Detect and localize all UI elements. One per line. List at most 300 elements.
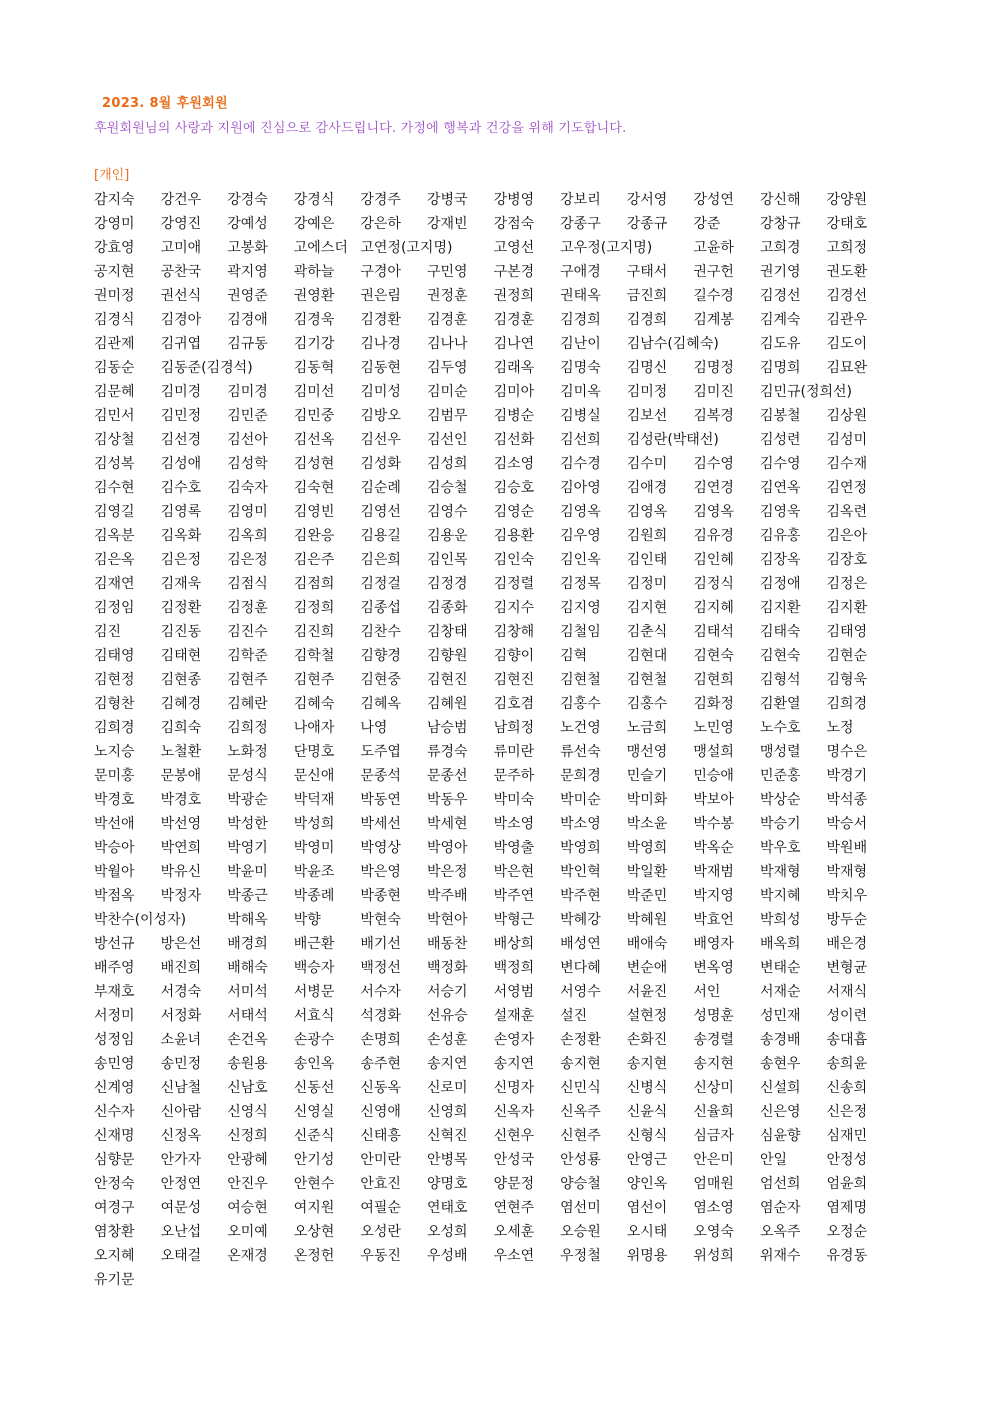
member-name: 김지환 [759,600,801,616]
member-name: 고영선 [493,240,535,256]
member-name: 권구헌 [693,264,734,280]
name-row [94,811,894,835]
member-name: 박원배 [826,840,868,856]
section-label: [개인] [94,168,130,183]
member-name: 김민준 [227,408,268,424]
member-name: 김선인 [426,432,468,448]
member-name: 김화정 [693,696,734,712]
member-name: 박경기 [826,768,868,784]
member-name: 김경훈 [426,312,468,328]
member-name: 김혜옥 [360,696,401,712]
member-name: 송민영 [94,1056,135,1072]
member-name: 강양원 [826,192,868,208]
member-name: 박승서 [826,816,868,832]
member-name: 김성란(박태선) [626,432,719,448]
member-name: 배동찬 [426,936,468,952]
member-name: 고우정(고지명) [560,240,653,256]
member-name: 서인 [693,984,721,1000]
member-name: 양명호 [426,1176,468,1192]
member-name: 명수은 [826,744,868,760]
member-name: 손성훈 [426,1032,468,1048]
member-name: 박옥순 [693,840,734,856]
member-name: 길수경 [693,288,734,304]
member-name: 김영수 [426,504,468,520]
member-name: 심향문 [94,1152,135,1168]
member-name: 위성희 [693,1248,734,1264]
member-name: 김영순 [493,504,535,520]
member-name: 김희정 [227,720,268,736]
member-name: 서영수 [560,984,601,1000]
member-name: 김관우 [826,312,868,328]
member-name: 김선우 [360,432,401,448]
member-name: 안기성 [293,1152,335,1168]
member-name: 박현아 [426,912,468,928]
member-name: 변형균 [826,960,868,976]
member-name: 안은미 [693,1152,734,1168]
name-row [94,931,894,955]
member-name: 노금희 [626,720,668,736]
member-name: 백정화 [426,960,468,976]
member-name: 서재순 [759,984,801,1000]
member-name: 김우영 [560,528,601,544]
member-name: 김현철 [560,672,601,688]
member-name: 강영미 [94,216,135,232]
member-name: 공찬국 [160,264,202,280]
member-name: 박윤미 [227,864,268,880]
member-name: 오상현 [293,1224,335,1240]
member-name: 김호겸 [493,696,535,712]
name-row [94,619,894,643]
member-name: 김혜경 [160,696,202,712]
member-name: 온정헌 [293,1248,335,1264]
member-name: 설재훈 [493,1008,535,1024]
member-name: 송희윤 [826,1056,868,1072]
name-row [94,667,894,691]
member-name: 김학준 [227,648,268,664]
member-name: 유경동 [826,1248,868,1264]
member-name: 김춘식 [626,624,668,640]
member-name: 박혜강 [560,912,601,928]
member-name: 김봉철 [759,408,801,424]
name-row [94,859,894,883]
member-name: 박덕재 [293,792,335,808]
member-name: 김경희 [560,312,601,328]
member-name: 김동준(김경석) [160,360,253,376]
member-name: 강성연 [693,192,734,208]
member-name: 박승기 [759,816,801,832]
member-name: 강경주 [360,192,401,208]
member-name: 방은선 [160,936,202,952]
member-name: 서효식 [293,1008,335,1024]
member-name: 김귀엽 [160,336,202,352]
member-name: 문신애 [293,768,335,784]
name-row [94,427,894,451]
member-name: 박효언 [693,912,734,928]
member-name: 김영미 [227,504,268,520]
member-name: 김재연 [94,576,135,592]
member-name: 노화정 [227,744,268,760]
member-name: 염창환 [94,1224,135,1240]
member-name: 김민서 [94,408,135,424]
member-name: 김순례 [360,480,401,496]
name-row [94,475,894,499]
member-name: 김연정 [826,480,868,496]
member-name: 김현순 [826,648,868,664]
member-name: 박영기 [227,840,268,856]
member-name: 김옥분 [94,528,135,544]
member-name: 김은희 [360,552,401,568]
member-name: 신현주 [560,1128,601,1144]
member-name: 박경호 [94,792,135,808]
name-row [94,595,894,619]
member-name: 김상철 [94,432,135,448]
member-name: 김재욱 [160,576,202,592]
name-row [94,907,894,931]
name-row [94,1171,894,1195]
member-name: 온재경 [227,1248,268,1264]
member-name: 박수봉 [693,816,734,832]
member-name: 신영애 [360,1104,401,1120]
member-name: 김형찬 [94,696,135,712]
member-name: 문종석 [360,768,401,784]
member-name: 김나나 [426,336,468,352]
member-name: 손정환 [560,1032,601,1048]
member-name: 박광순 [227,792,268,808]
member-name: 김기강 [293,336,335,352]
member-name: 강종구 [560,216,601,232]
member-name: 박미화 [626,792,668,808]
member-name: 서승기 [426,984,468,1000]
member-name: 박소윤 [626,816,668,832]
member-name: 김승호 [493,480,535,496]
member-name: 신혁진 [426,1128,468,1144]
member-name: 박은영 [360,864,401,880]
member-name: 위명용 [626,1248,668,1264]
member-name: 박점옥 [94,888,135,904]
member-name: 김지영 [560,600,601,616]
member-name: 성민재 [759,1008,801,1024]
member-name: 문희경 [560,768,601,784]
member-name: 고미애 [160,240,202,256]
name-row [94,643,894,667]
name-row [94,547,894,571]
name-row [94,331,894,355]
member-name: 박경호 [160,792,202,808]
member-name: 배해숙 [227,960,268,976]
member-name: 강예은 [293,216,335,232]
member-name: 김미정 [626,384,668,400]
member-name: 박현숙 [360,912,401,928]
member-name: 곽지영 [227,264,268,280]
member-name: 박형근 [493,912,535,928]
member-name: 강은하 [360,216,401,232]
member-name: 김현숙 [759,648,801,664]
member-name: 맹성렬 [759,744,801,760]
member-name: 엄선희 [759,1176,801,1192]
member-name: 박찬수(이성자) [94,912,187,928]
member-name: 김정애 [759,576,801,592]
member-name: 안정연 [160,1176,202,1192]
member-name: 연현주 [493,1200,535,1216]
member-name: 박보아 [693,792,734,808]
member-name: 석경화 [360,1008,401,1024]
member-name: 설현정 [626,1008,668,1024]
member-name: 신명자 [493,1080,535,1096]
member-name: 김희숙 [160,720,202,736]
member-name: 민준홍 [759,768,801,784]
member-name: 박영아 [426,840,468,856]
member-name: 김미진 [693,384,734,400]
member-name: 박일환 [626,864,668,880]
member-name: 권은림 [360,288,401,304]
member-name: 신로미 [426,1080,468,1096]
member-name: 박재형 [759,864,801,880]
member-name: 서경숙 [160,984,202,1000]
member-name: 김원희 [626,528,668,544]
member-name: 김경애 [227,312,268,328]
member-name: 염선미 [560,1200,601,1216]
member-name: 김장옥 [759,552,801,568]
member-name: 권정희 [493,288,535,304]
member-name: 박세선 [360,816,401,832]
page-title: 2023. 8월 후원회원 [102,96,228,111]
member-name: 남희정 [493,720,535,736]
member-name: 송경배 [759,1032,801,1048]
member-name: 구본경 [493,264,535,280]
member-name: 남승범 [426,720,468,736]
member-name: 김경식 [94,312,135,328]
name-row [94,763,894,787]
member-name: 여필순 [360,1200,401,1216]
member-name: 박지영 [693,888,734,904]
member-name: 방선규 [94,936,135,952]
member-name: 서수자 [360,984,401,1000]
member-name: 박영출 [493,840,535,856]
member-name: 서정화 [160,1008,202,1024]
member-name: 송주현 [360,1056,401,1072]
name-row [94,691,894,715]
member-name: 신상미 [693,1080,734,1096]
member-name: 김진희 [293,624,335,640]
member-name: 엄윤희 [826,1176,868,1192]
member-name: 김인태 [626,552,668,568]
member-name: 김정희 [293,600,335,616]
member-name: 신옥주 [560,1104,601,1120]
member-name: 배애숙 [626,936,668,952]
name-row [94,883,894,907]
member-name: 안정성 [826,1152,868,1168]
member-name: 서정미 [94,1008,135,1024]
member-name: 오시태 [626,1224,668,1240]
member-name: 박영희 [560,840,601,856]
member-name: 권기영 [759,264,801,280]
member-name: 박윤조 [293,864,335,880]
member-name: 강예성 [227,216,268,232]
member-name: 양승철 [560,1176,601,1192]
member-name: 강재빈 [426,216,468,232]
member-name: 오세훈 [493,1224,535,1240]
member-name: 신수자 [94,1104,135,1120]
member-name: 박종례 [293,888,335,904]
member-name: 김정렬 [493,576,535,592]
member-name: 박월아 [94,864,135,880]
member-name: 김향경 [360,648,401,664]
member-name: 권도환 [826,264,868,280]
member-name: 강준 [693,216,721,232]
member-name: 신영희 [426,1104,468,1120]
member-name: 김종화 [426,600,468,616]
member-name: 김점식 [227,576,268,592]
member-name: 류경숙 [426,744,468,760]
member-name: 안진우 [227,1176,268,1192]
member-name: 박승아 [94,840,135,856]
member-name: 김동순 [94,360,135,376]
member-name: 김선화 [493,432,535,448]
member-name: 박상순 [759,792,801,808]
name-row [94,355,894,379]
member-name: 김옥희 [227,528,268,544]
member-name: 송민정 [160,1056,202,1072]
member-name: 김영옥 [693,504,734,520]
member-name: 김현희 [693,672,734,688]
member-name: 김도이 [826,336,868,352]
member-name: 김혜란 [227,696,268,712]
member-name: 노민영 [693,720,734,736]
member-name: 김인목 [426,552,468,568]
name-row [94,1027,894,1051]
member-name: 김성복 [94,456,135,472]
member-name: 심윤향 [759,1128,801,1144]
member-name: 김종섭 [360,600,401,616]
name-row [94,1147,894,1171]
member-name: 손영자 [493,1032,535,1048]
member-name: 신현우 [493,1128,535,1144]
member-name: 김은주 [293,552,335,568]
member-name: 김연경 [693,480,734,496]
member-name: 박지혜 [759,888,801,904]
member-name: 우정철 [560,1248,601,1264]
member-name: 강태호 [826,216,868,232]
member-name: 백승자 [293,960,335,976]
member-name: 김현주 [293,672,335,688]
member-name: 송지현 [560,1056,601,1072]
member-name: 김진 [94,624,122,640]
member-name: 오성란 [360,1224,401,1240]
member-name: 김정훈 [227,600,268,616]
member-name: 김은옥 [94,552,135,568]
member-name: 김성학 [227,456,268,472]
member-name: 여문성 [160,1200,202,1216]
member-name: 김성미 [826,432,868,448]
member-name: 박소영 [493,816,535,832]
member-name: 김영옥 [626,504,668,520]
member-name: 신은영 [759,1104,801,1120]
member-name: 박은정 [426,864,468,880]
member-name: 김지현 [626,600,668,616]
member-name: 김민규(정희선) [759,384,853,400]
member-name: 배기선 [360,936,401,952]
member-name: 방두순 [826,912,868,928]
member-name: 신형식 [626,1128,668,1144]
member-name: 김선옥 [293,432,335,448]
member-name: 강영진 [160,216,202,232]
name-row [94,211,894,235]
member-name: 김남수(김혜숙) [626,336,719,352]
member-name: 김유홍 [759,528,801,544]
member-name: 신은정 [826,1104,868,1120]
member-name: 연태호 [426,1200,468,1216]
member-name: 변순애 [626,960,668,976]
member-name: 노정 [826,720,854,736]
member-name: 김수현 [94,480,135,496]
member-name: 김성화 [360,456,401,472]
member-name: 오성희 [426,1224,468,1240]
member-name: 김수재 [826,456,868,472]
member-name: 김계봉 [693,312,734,328]
member-name: 김태영 [94,648,135,664]
member-name: 박석종 [826,792,868,808]
member-name: 유기문 [94,1272,135,1288]
member-name: 김정목 [560,576,601,592]
member-name: 변옥영 [693,960,734,976]
member-name: 김현숙 [693,648,734,664]
member-name: 김보선 [626,408,668,424]
member-name: 류선숙 [560,744,601,760]
member-name: 김영빈 [293,504,335,520]
member-name: 김지혜 [693,600,734,616]
member-name: 김민중 [293,408,335,424]
member-name: 신율희 [693,1104,734,1120]
member-name: 손화진 [626,1032,668,1048]
name-row [94,403,894,427]
name-row [94,955,894,979]
member-name: 권태옥 [560,288,601,304]
member-name: 박인혁 [560,864,601,880]
member-name: 서병문 [293,984,335,1000]
member-name: 김정임 [94,600,135,616]
member-name: 문미홍 [94,768,135,784]
member-name: 강점숙 [493,216,535,232]
member-name: 안정숙 [94,1176,135,1192]
member-name: 김정미 [626,576,668,592]
member-name: 김아영 [560,480,601,496]
member-name: 노지승 [94,744,135,760]
member-name: 김인옥 [560,552,601,568]
member-name: 민슬기 [626,768,668,784]
member-name: 문종선 [426,768,468,784]
member-name: 송원용 [227,1056,268,1072]
member-name: 김경욱 [293,312,335,328]
member-name: 우소연 [493,1248,535,1264]
member-name: 염선이 [626,1200,668,1216]
member-name: 김성희 [426,456,468,472]
member-name: 금진희 [626,288,668,304]
member-name: 성정임 [94,1032,135,1048]
member-name: 강보리 [560,192,601,208]
member-name: 김경환 [360,312,401,328]
member-name: 박연희 [160,840,202,856]
member-name: 권미정 [94,288,135,304]
member-name: 김옥련 [826,504,868,520]
member-name: 김현주 [227,672,268,688]
member-name: 박재범 [693,864,734,880]
member-name: 오정순 [826,1224,868,1240]
member-name: 김범무 [426,408,468,424]
member-name: 안일 [759,1152,787,1168]
member-name: 김수호 [160,480,202,496]
name-row [94,259,894,283]
member-name: 김영욱 [759,504,801,520]
